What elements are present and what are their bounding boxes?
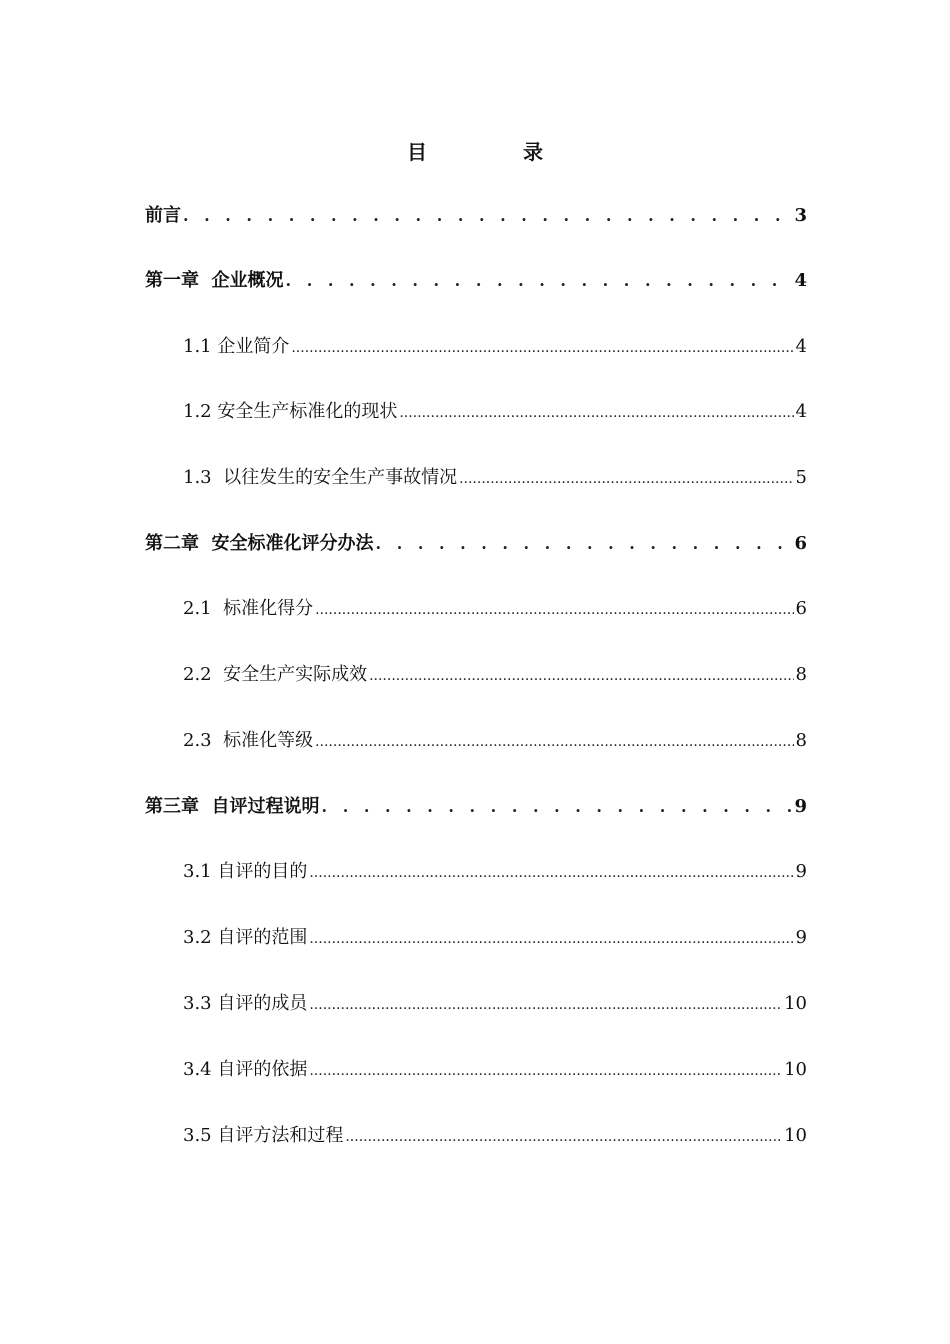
toc-leader-dots [309,924,793,954]
toc-leader-dots [183,201,792,231]
toc-entry-chapter-2[interactable] [145,529,807,559]
toc-entry-section-3-1[interactable] [183,857,807,887]
toc-page-number: 9 [795,861,807,882]
toc-page-number: 3 [794,205,807,226]
toc-page-number: 9 [794,796,807,817]
toc-page-number: 10 [784,1059,807,1080]
toc-entry-label: 3.4 自评的依据 [183,1059,308,1080]
toc-entry-label: 3.3 自评的成员 [183,993,308,1014]
toc-entry-label: 2.3 标准化等级 [183,730,314,751]
toc-entry-preface[interactable] [145,201,807,231]
toc-entry-section-3-4[interactable] [183,1055,807,1085]
toc-entry-label: 前言 [145,205,181,226]
toc-page-number: 5 [795,467,807,488]
toc-entry-section-1-3[interactable] [183,463,807,493]
toc-entry-label: 2.2 安全生产实际成效 [183,664,368,685]
toc-page-number: 8 [795,730,807,751]
toc-entry-label: 1.1 企业简介 [183,336,290,357]
toc-page-number: 4 [795,336,807,357]
toc-page-number: 4 [795,401,807,422]
toc-leader-dots [309,990,782,1020]
toc-page-number: 6 [795,598,807,619]
toc-entry-label: 第一章 企业概况 [145,270,284,291]
toc-leader-dots [286,266,793,296]
toc-entry-chapter-1[interactable] [145,266,807,296]
toc-leader-dots [399,398,793,428]
toc-leader-dots [315,727,793,757]
toc-entry-section-2-2[interactable] [183,660,807,690]
toc-entry-label: 第二章 安全标准化评分办法 [145,533,374,554]
toc-entry-label: 1.3 以往发生的安全生产事故情况 [183,467,458,488]
toc-entry-section-3-2[interactable] [183,923,807,953]
toc-leader-dots [345,1122,782,1152]
toc-entry-label: 2.1 标准化得分 [183,598,314,619]
toc-page-number: 4 [794,270,807,291]
toc-leader-dots [315,595,793,625]
toc-leader-dots [369,661,793,691]
toc-entry-label: 3.2 自评的范围 [183,927,308,948]
toc-leader-dots [376,529,793,559]
toc-leader-dots [291,333,793,363]
toc-entry-section-3-3[interactable] [183,989,807,1019]
toc-page-number: 10 [784,993,807,1014]
toc-entry-section-2-1[interactable] [183,594,807,624]
toc-page-number: 6 [794,533,807,554]
toc-entry-label: 3.5 自评方法和过程 [183,1125,344,1146]
toc-title: 目 录 [407,140,581,164]
toc-entry-section-1-1[interactable] [183,332,807,362]
toc-leader-dots [322,792,793,822]
toc-entry-section-1-2[interactable] [183,397,807,427]
toc-page-number: 10 [784,1125,807,1146]
toc-page-number: 9 [795,927,807,948]
toc-leader-dots [309,1056,782,1086]
toc-entry-chapter-3[interactable] [145,792,807,822]
toc-leader-dots [309,858,793,888]
toc-leader-dots [459,464,793,494]
toc-page-number: 8 [795,664,807,685]
toc-entry-section-2-3[interactable] [183,726,807,756]
toc-entry-label: 3.1 自评的目的 [183,861,308,882]
toc-entry-label: 1.2 安全生产标准化的现状 [183,401,398,422]
toc-entry-label: 第三章 自评过程说明 [145,796,320,817]
toc-entry-section-3-5[interactable] [183,1121,807,1151]
